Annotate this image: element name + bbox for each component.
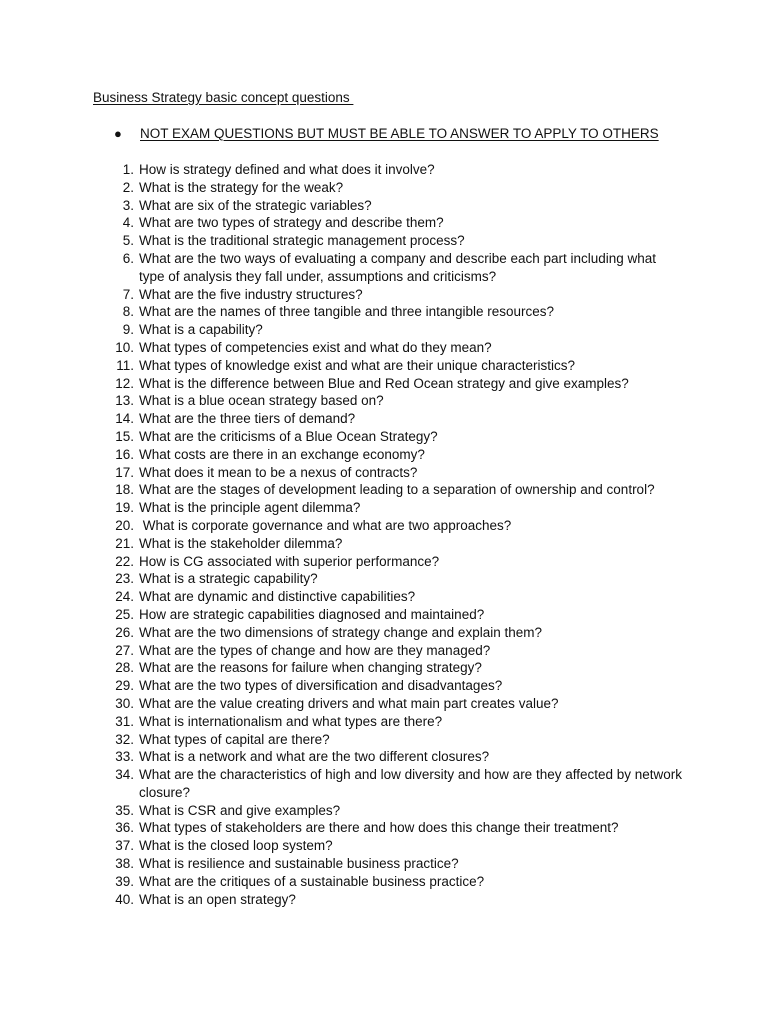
question-number-label: 30. [115,695,134,711]
question-text: What is resilience and sustainable business practice? [139,856,459,872]
question-text: What is a blue ocean strategy based on? [139,393,384,409]
question-item [104,392,684,410]
question-text: What are the criticisms of a Blue Ocean Strategy? [139,428,438,444]
question-number [104,375,139,393]
question-item [104,677,684,695]
question-number [104,286,139,304]
question-item [104,517,684,535]
question-number [104,214,139,232]
question-number-label: 35. [115,802,134,818]
question-number [104,179,139,197]
question-text: What types of stakeholders are there and how does this change their treatment? [139,820,619,836]
question-number [104,392,139,410]
question-text: What are the names of three tangible and three intangible resources? [139,304,555,320]
question-number [104,553,139,571]
question-number-label: 33. [115,749,134,765]
question-item [104,855,684,873]
question-number-label: 17. [115,464,134,480]
question-number [104,499,139,517]
question-number [104,321,139,339]
bullet-icon: ● [114,126,122,141]
question-number-label: 36. [115,820,134,836]
question-text: What types of competencies exist and what do they mean? [139,339,492,355]
question-number-label: 11. [116,357,134,373]
question-text: What is CSR and give examples? [139,802,341,818]
question-item [104,588,684,606]
question-text: What is a strategic capability? [139,571,318,587]
question-number [104,570,139,588]
question-number-label: 27. [115,642,134,658]
question-item [104,357,684,375]
question-number-label: 5. [122,233,134,249]
question-item [104,802,684,820]
question-item [104,819,684,837]
question-list [104,161,684,908]
question-number [104,303,139,321]
question-number-label: 4. [122,215,134,231]
question-text: What are the stages of development leading to a separation of ownership and control? [139,482,655,498]
question-number [104,819,139,837]
question-number-label: 13. [115,393,134,409]
question-number-label: 38. [115,856,134,872]
question-number [104,410,139,428]
question-number [104,339,139,357]
question-item [104,891,684,909]
question-number [104,535,139,553]
question-item [104,179,684,197]
question-text: How is strategy defined and what does it involve? [139,162,435,177]
question-item [104,428,684,446]
question-text: What are the value creating drivers and what main part creates value? [139,695,559,711]
question-item [104,481,684,499]
question-text: What is corporate governance and what are two approaches? [139,517,512,533]
bullet-note [114,125,659,142]
question-number [104,481,139,499]
question-number [104,659,139,677]
question-number-label: 9. [122,322,134,338]
question-number-label: 40. [115,891,134,907]
bullet-note-text: NOT EXAM QUESTIONS BUT MUST BE ABLE TO ANSWER TO APPLY TO OTHERS [140,126,659,141]
question-item [104,197,684,215]
question-number [104,855,139,873]
question-item [104,553,684,571]
question-number-label: 34. [115,767,134,783]
question-text: What are the critiques of a sustainable business practice? [139,873,485,889]
question-text: What is the traditional strategic management process? [139,233,465,249]
question-number-label: 2. [122,179,134,195]
question-number-label: 22. [115,553,134,569]
question-text: How is CG associated with superior performance? [139,553,440,569]
question-item [104,873,684,891]
question-number-label: 3. [122,197,134,213]
question-item [104,410,684,428]
question-text: What are six of the strategic variables? [139,197,372,213]
question-text: What types of capital are there? [139,731,330,747]
question-number [104,695,139,713]
question-item [104,250,684,286]
question-item [104,606,684,624]
question-number [104,517,139,535]
question-number [104,428,139,446]
question-number-label: 37. [115,838,134,854]
question-text: What are the three tiers of demand? [139,411,356,427]
question-number [104,161,139,179]
question-item [104,695,684,713]
question-number-label: 26. [115,624,134,640]
question-item [104,161,684,179]
question-number-label: 15. [115,428,134,444]
question-text: What are the reasons for failure when changing strategy? [139,660,482,676]
question-text: What is the principle agent dilemma? [139,500,361,516]
question-text: What is the strategy for the weak? [139,179,344,195]
question-text: How are strategic capabilities diagnosed and maintained? [139,606,485,622]
question-item [104,766,684,802]
question-number [104,713,139,731]
question-item [104,375,684,393]
question-item [104,731,684,749]
question-number [104,250,139,268]
question-number-label: 7. [122,286,134,302]
question-text: What are the characteristics of high and low diversity and how are they affected by network closure? [139,767,686,800]
question-number-label: 31. [115,713,134,729]
question-item [104,232,684,250]
question-number-label: 10. [115,339,134,355]
question-number-label: 19. [115,500,134,516]
question-number [104,766,139,784]
question-item [104,659,684,677]
question-text: What are dynamic and distinctive capabilities? [139,589,416,605]
question-number-label: 25. [115,606,134,622]
question-item [104,446,684,464]
question-item [104,837,684,855]
question-text: What is the closed loop system? [139,838,333,854]
question-number [104,588,139,606]
question-number-label: 6. [122,250,134,266]
question-number [104,197,139,215]
question-text: What are two types of strategy and describe them? [139,215,444,231]
question-item [104,499,684,517]
question-item [104,535,684,553]
question-number [104,731,139,749]
question-text: What is the difference between Blue and Red Ocean strategy and give examples? [139,375,629,391]
question-number [104,446,139,464]
question-text: What is a capability? [139,322,263,338]
question-text: What are the two dimensions of strategy change and explain them? [139,624,542,640]
question-number [104,232,139,250]
question-number-label: 28. [115,660,134,676]
question-text: What is the stakeholder dilemma? [139,535,343,551]
question-text: What are the two ways of evaluating a company and describe each part including what type of analysis they fall under, assumptions and criticisms? [139,250,660,284]
question-number [104,748,139,766]
question-text: What does it mean to be a nexus of contracts? [139,464,418,480]
question-text: What types of knowledge exist and what are their unique characteristics? [139,357,575,373]
question-text: What is an open strategy? [139,891,296,907]
question-number-label: 20. [115,517,134,533]
question-number [104,606,139,624]
question-item [104,570,684,588]
question-number [104,677,139,695]
question-number [104,837,139,855]
question-item [104,748,684,766]
question-text: What is internationalism and what types are there? [139,713,443,729]
question-item [104,286,684,304]
question-number [104,464,139,482]
question-item [104,321,684,339]
question-number-label: 1. [122,162,134,177]
question-number [104,624,139,642]
question-number-label: 18. [115,482,134,498]
question-number [104,357,139,375]
question-number [104,802,139,820]
question-number-label: 12. [115,375,134,391]
question-item [104,624,684,642]
question-number [104,642,139,660]
question-item [104,214,684,232]
question-item [104,339,684,357]
question-item [104,642,684,660]
question-item [104,713,684,731]
question-text: What costs are there in an exchange economy? [139,446,425,462]
question-number [104,891,139,909]
question-number-label: 23. [115,571,134,587]
question-text: What are the five industry structures? [139,286,363,302]
question-number-label: 24. [115,589,134,605]
question-number-label: 21. [115,535,134,551]
question-number [104,873,139,891]
question-item [104,303,684,321]
question-number-label: 16. [115,446,134,462]
question-item [104,464,684,482]
question-number-label: 32. [115,731,134,747]
question-text: What is a network and what are the two different closures? [139,749,490,765]
question-number-label: 29. [115,678,134,694]
document-title: Business Strategy basic concept questions [93,90,354,105]
question-text: What are the types of change and how are they managed? [139,642,491,658]
question-number-label: 39. [115,873,134,889]
question-number-label: 14. [115,411,134,427]
question-text: What are the two types of diversification and disadvantages? [139,678,503,694]
question-number-label: 8. [122,304,134,320]
